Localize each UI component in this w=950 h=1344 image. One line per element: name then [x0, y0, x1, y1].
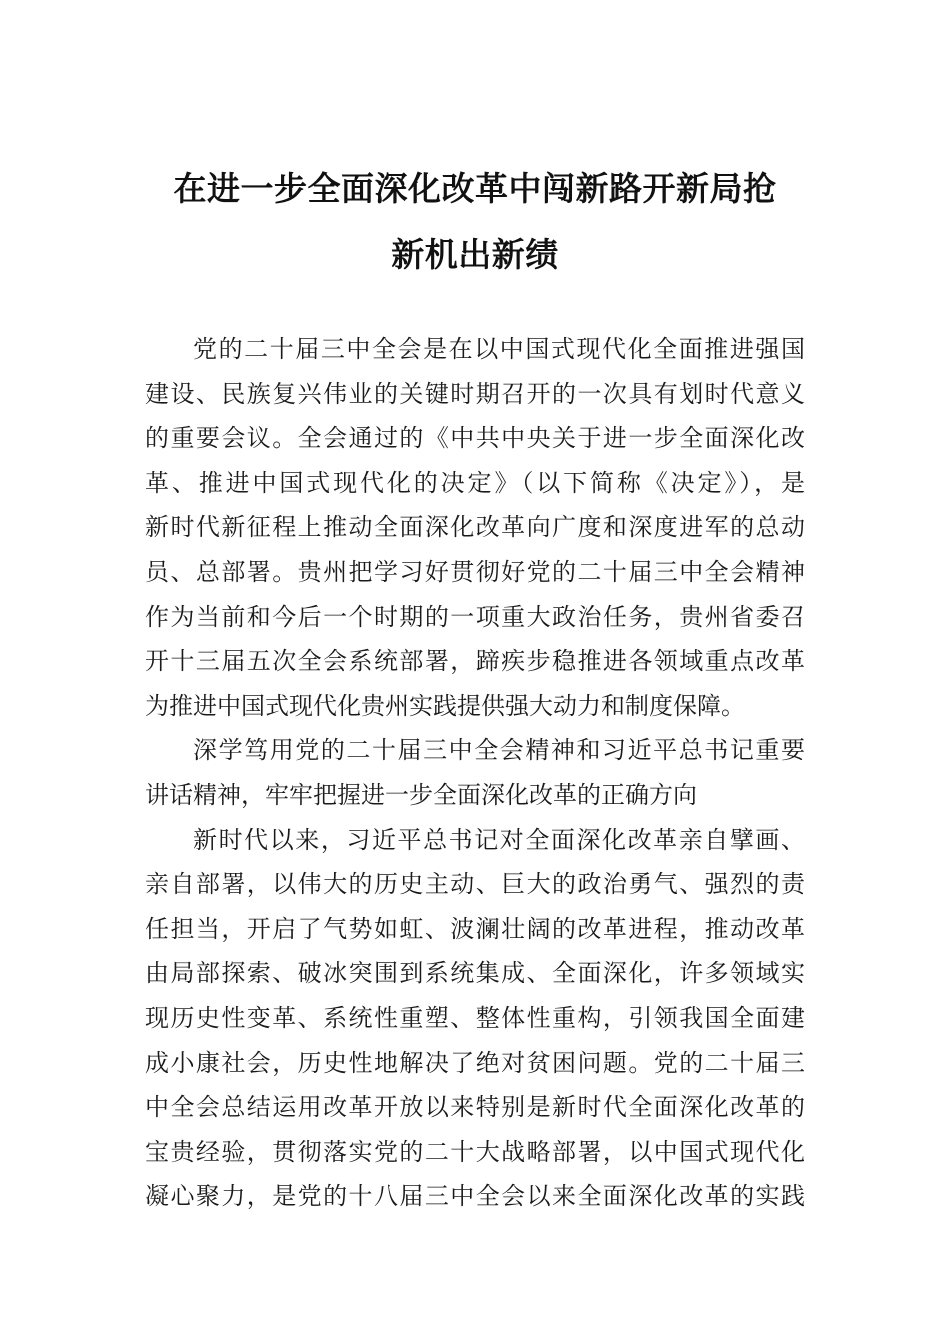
document-title-line-1: 在进一步全面深化改革中闯新路开新局抢	[173, 169, 777, 208]
paragraph-2-line: 新时代以来，习近平总书记对全面深化改革亲自擘画、	[193, 825, 805, 854]
paragraph-1-line: 新时代新征程上推动全面深化改革向广度和深度进军的总动	[145, 513, 805, 542]
paragraph-1-line: 建设、民族复兴伟业的关键时期召开的一次具有划时代意义	[145, 379, 805, 408]
paragraph-2-line: 亲自部署，以伟大的历史主动、巨大的政治勇气、强烈的责	[145, 870, 805, 899]
paragraph-1-line: 员、总部署。贵州把学习好贯彻好党的二十届三中全会精神	[145, 557, 805, 586]
paragraph-1-line: 作为当前和今后一个时期的一项重大政治任务，贵州省委召	[145, 602, 805, 631]
section-heading-line: 讲话精神，牢牢把握进一步全面深化改革的正确方向	[145, 780, 697, 809]
document-body	[145, 327, 805, 1219]
paragraph-2-line: 由局部探索、破冰突围到系统集成、全面深化，许多领域实	[145, 959, 805, 988]
paragraph-2-line: 凝心聚力，是党的十八届三中全会以来全面深化改革的实践	[145, 1182, 805, 1211]
paragraph-1-line: 开十三届五次全会系统部署，蹄疾步稳推进各领域重点改革	[145, 647, 805, 676]
paragraph-2-line: 现历史性变革、系统性重塑、整体性重构，引领我国全面建	[145, 1003, 805, 1032]
document-title-line-2: 新机出新绩	[391, 235, 559, 274]
paragraph-1-line: 的重要会议。全会通过的《中共中央关于进一步全面深化改	[145, 424, 805, 453]
paragraph-2-line: 中全会总结运用改革开放以来特别是新时代全面深化改革的	[145, 1093, 805, 1122]
paragraph-2-line: 成小康社会，历史性地解决了绝对贫困问题。党的二十届三	[145, 1048, 805, 1077]
paragraph-2-line: 宝贵经验，贯彻落实党的二十大战略部署，以中国式现代化	[145, 1137, 805, 1166]
paragraph-1-line: 为推进中国式现代化贵州实践提供强大动力和制度保障。	[145, 691, 745, 720]
paragraph-1-line: 革、推进中国式现代化的决定》（以下简称《决定》），是	[145, 468, 805, 497]
paragraph-1-line: 党的二十届三中全会是在以中国式现代化全面推进强国	[193, 335, 805, 363]
paragraph-2-line: 任担当，开启了气势如虹、波澜壮阔的改革进程，推动改革	[145, 914, 805, 943]
section-heading-line: 深学笃用党的二十届三中全会精神和习近平总书记重要	[193, 736, 805, 765]
